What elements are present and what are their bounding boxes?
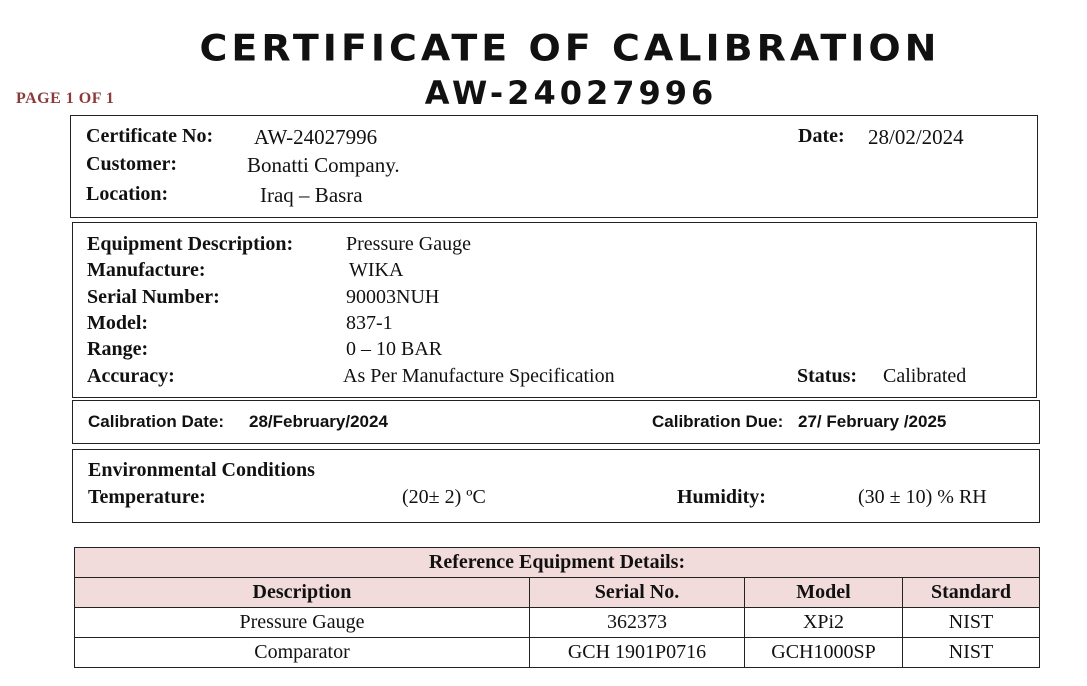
location-label: Location: [86,183,169,205]
column-header-serial: Serial No. [530,578,745,608]
column-header-model: Model [745,578,903,608]
manufacture-value: WIKA [349,259,404,281]
cell-serial: 362373 [530,608,745,638]
certificate-code-heading: AW-24027996 [424,74,718,112]
cell-serial: GCH 1901P0716 [530,638,745,668]
table-row [75,638,1040,668]
certificate-info-box [70,115,1038,218]
equipment-desc-label: Equipment Description: [87,233,294,255]
status-label: Status: [797,365,858,387]
calibration-date-label: Calibration Date: [88,412,225,431]
cell-standard: NIST [903,638,1040,668]
status-value: Calibrated [883,365,967,387]
temperature-label: Temperature: [88,486,206,508]
column-header-standard: Standard [903,578,1040,608]
range-label: Range: [87,338,149,360]
accuracy-label: Accuracy: [87,365,175,387]
manufacture-label: Manufacture: [87,259,206,281]
humidity-value: (30 ± 10) % RH [858,486,987,508]
environmental-heading: Environmental Conditions [88,459,315,481]
temperature-value: (20± 2) ºC [402,486,486,508]
model-label: Model: [87,312,149,334]
reference-table-title: Reference Equipment Details: [75,548,1040,578]
environmental-box [72,449,1040,523]
equipment-box [72,222,1037,398]
reference-equipment-table [74,547,1040,668]
calibration-due-label: Calibration Due: [652,412,784,431]
cell-description: Pressure Gauge [75,608,530,638]
cell-description: Comparator [75,638,530,668]
serial-number-value: 90003NUH [346,286,440,308]
table-row [75,608,1040,638]
page-indicator: PAGE 1 OF 1 [16,90,115,107]
column-header-description: Description [75,578,530,608]
customer-value: Bonatti Company. [247,153,400,177]
model-value: 837-1 [346,312,393,334]
location-value: Iraq – Basra [260,183,363,207]
serial-number-label: Serial Number: [87,286,220,308]
cert-no-label: Certificate No: [86,125,214,147]
accuracy-value: As Per Manufacture Specification [343,365,615,387]
calibration-due-value: 27/ February /2025 [798,412,947,431]
cell-model: XPi2 [745,608,903,638]
humidity-label: Humidity: [677,486,766,508]
cell-standard: NIST [903,608,1040,638]
equipment-desc-value: Pressure Gauge [346,233,471,255]
range-value: 0 – 10 BAR [346,338,443,360]
cell-model: GCH1000SP [745,638,903,668]
date-value: 28/02/2024 [868,125,964,149]
table-header-row [75,578,1040,608]
cert-no-value: AW-24027996 [254,125,378,149]
calibration-dates-box [72,400,1040,444]
customer-label: Customer: [86,153,178,175]
certificate-title: CERTIFICATE OF CALIBRATION [199,27,941,69]
calibration-date-value: 28/February/2024 [249,412,388,431]
date-label: Date: [798,125,845,147]
